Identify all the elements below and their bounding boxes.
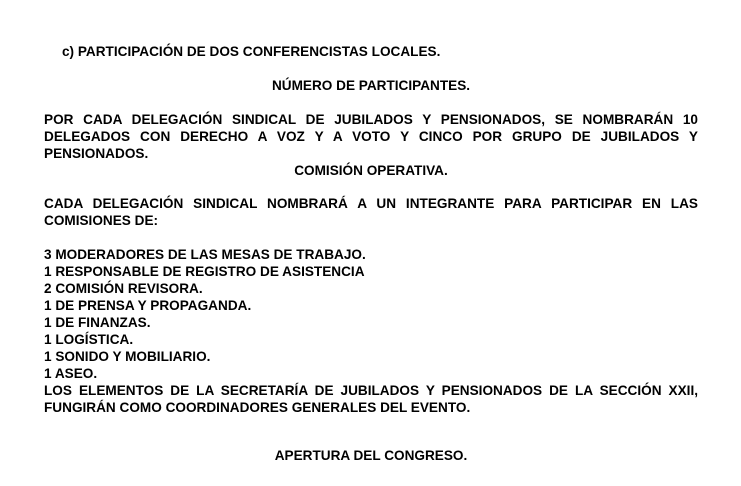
commission-item: 1 DE PRENSA Y PROPAGANDA.: [44, 298, 252, 313]
comision-paragraph-line-1: CADA DELEGACIÓN SINDICAL NOMBRARÁ A UN INTEGRANTE PARA PARTICIPAR EN LAS: [44, 196, 698, 211]
apertura-congreso-heading: APERTURA DEL CONGRESO.: [274, 448, 468, 463]
commission-item: 1 RESPONSABLE DE REGISTRO DE ASISTENCIA: [44, 264, 365, 279]
commission-item: 2 COMISIÓN REVISORA.: [44, 281, 203, 296]
comision-paragraph-line-2: COMISIONES DE:: [44, 213, 159, 228]
coordinators-paragraph-line-1: LOS ELEMENTOS DE LA SECRETARÍA DE JUBILADOS Y PENSIONADOS DE LA SECCIÓN XXII,: [44, 383, 698, 398]
coordinators-paragraph-line-2: FUNGIRÁN COMO COORDINADORES GENERALES DEL EVENTO.: [44, 400, 471, 415]
commission-item: 1 DE FINANZAS.: [44, 315, 151, 330]
numero-participantes-heading: NÚMERO DE PARTICIPANTES.: [271, 78, 471, 93]
commission-item: 1 ASEO.: [44, 366, 98, 381]
commission-item: 3 MODERADORES DE LAS MESAS DE TRABAJO.: [44, 247, 366, 262]
numero-paragraph-line-2: DELEGADOS CON DERECHO A VOZ Y A VOTO Y CINCO POR GRUPO DE JUBILADOS Y: [44, 129, 698, 144]
section-c-item: c) PARTICIPACIÓN DE DOS CONFERENCISTAS LOCALES.: [62, 44, 441, 59]
commission-item: 1 SONIDO Y MOBILIARIO.: [44, 349, 211, 364]
commission-item: 1 LOGÍSTICA.: [44, 332, 134, 347]
numero-paragraph-line-3: PENSIONADOS.: [44, 146, 149, 161]
numero-paragraph-line-1: POR CADA DELEGACIÓN SINDICAL DE JUBILADOS Y PENSIONADOS, SE NOMBRARÁN 10: [44, 112, 698, 127]
comision-operativa-heading: COMISIÓN OPERATIVA.: [294, 163, 448, 178]
